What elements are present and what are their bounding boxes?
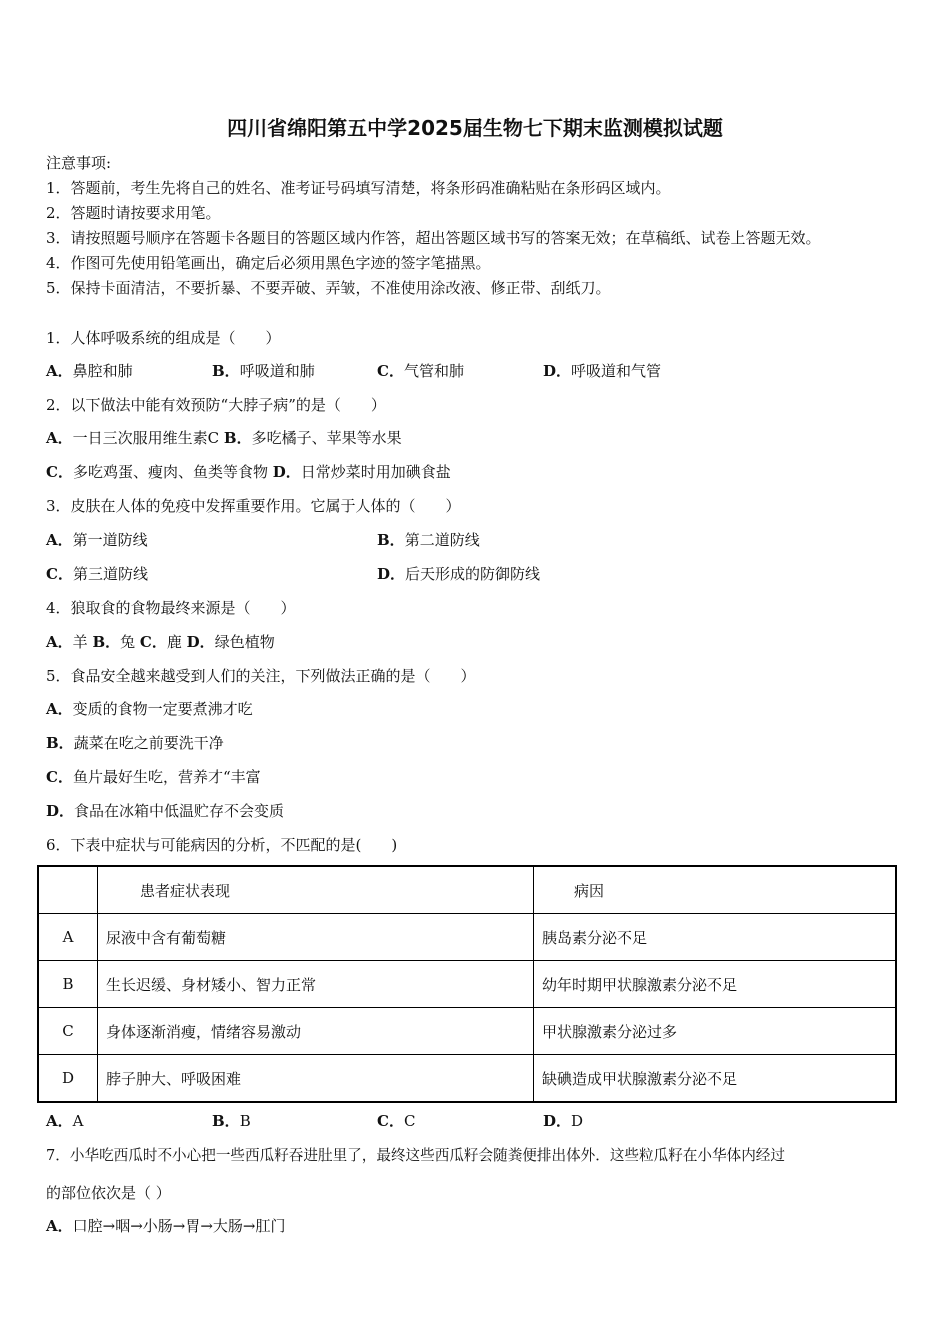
table-cell: 胰岛素分泌不足 xyxy=(534,914,897,961)
option-text: 一日三次服用维生素C xyxy=(72,429,220,447)
table-header-row xyxy=(38,866,896,914)
q6-option-c[interactable] xyxy=(377,1110,415,1131)
option-letter: D． xyxy=(543,362,572,380)
table-cell: D xyxy=(38,1055,98,1103)
q6-option-d[interactable] xyxy=(543,1110,583,1131)
option-letter: C． xyxy=(46,463,73,481)
option-letter: B． xyxy=(46,734,74,752)
question-6-stem: 6．下表中症状与可能病因的分析，不匹配的是( ) xyxy=(46,836,398,854)
table-row xyxy=(38,914,896,961)
q4-options xyxy=(46,631,275,652)
option-text: 多吃橘子、苹果等水果 xyxy=(251,429,402,447)
q1-option-d[interactable] xyxy=(543,360,661,381)
q2-option-b[interactable] xyxy=(224,429,402,447)
q4-option-d[interactable] xyxy=(187,633,275,651)
option-text: 绿色植物 xyxy=(214,633,275,651)
table-cell: 幼年时期甲状腺激素分泌不足 xyxy=(534,961,897,1008)
option-text: 第一道防线 xyxy=(72,531,148,549)
option-letter: B． xyxy=(223,429,252,447)
table-cell: 尿液中含有葡萄糖 xyxy=(98,914,534,961)
option-letter: A． xyxy=(46,700,73,718)
option-letter: B． xyxy=(377,531,405,549)
option-text: A xyxy=(72,1112,84,1130)
table-cell: C xyxy=(38,1008,98,1055)
option-text: 多吃鸡蛋、瘦肉、鱼类等食物 xyxy=(72,463,268,481)
q6-option-a[interactable] xyxy=(46,1110,83,1131)
option-letter: D． xyxy=(186,633,215,651)
option-letter: D． xyxy=(377,565,406,583)
option-letter: A． xyxy=(46,633,73,651)
notice-item: 3．请按照题号顺序在答题卡各题目的答题区域内作答，超出答题区域书写的答案无效；在草稿纸、试卷上答题无效。 xyxy=(46,229,821,247)
question-2-stem: 2．以下做法中能有效预防“大脖子病”的是（ ） xyxy=(46,396,386,414)
question-4-stem: 4．狼取食的食物最终来源是（ ） xyxy=(46,599,296,617)
option-text: 第三道防线 xyxy=(72,565,148,583)
q5-option-b[interactable] xyxy=(46,732,224,753)
option-letter: A． xyxy=(46,531,73,549)
question-7-stem-continued: 的部位依次是（ ） xyxy=(46,1184,171,1202)
notice-item: 1．答题前，考生先将自己的姓名、准考证号码填写清楚，将条形码准确粘贴在条形码区域内。 xyxy=(46,179,671,197)
q7-option-a[interactable] xyxy=(46,1215,285,1236)
option-text: 呼吸道和气管 xyxy=(571,362,662,380)
notice-item: 5．保持卡面清洁，不要折暴、不要弄破、弄皱，不准使用涂改液、修正带、刮纸刀。 xyxy=(46,279,611,297)
q4-option-b[interactable] xyxy=(92,633,135,651)
table-header-cell xyxy=(38,866,98,914)
q2-options-row-2 xyxy=(46,461,451,482)
option-letter: A． xyxy=(46,362,73,380)
option-text: 鹿 xyxy=(166,633,182,651)
option-text: 蔬菜在吃之前要洗干净 xyxy=(73,734,224,752)
option-text: 后天形成的防御防线 xyxy=(405,565,541,583)
option-text: 呼吸道和肺 xyxy=(239,362,315,380)
question-7-stem: 7．小华吃西瓜时不小心把一些西瓜籽吞进肚里了，最终这些西瓜籽会随粪便排出体外．这些粒瓜籽在小华体内经过 xyxy=(46,1147,785,1164)
q3-option-a[interactable] xyxy=(46,529,148,550)
table-row xyxy=(38,1055,896,1103)
notice-heading: 注意事项: xyxy=(46,154,112,172)
option-text: 羊 xyxy=(72,633,88,651)
question-3-stem: 3．皮肤在人体的免疫中发挥重要作用。它属于人体的（ ） xyxy=(46,497,461,515)
table-cell: 脖子肿大、呼吸困难 xyxy=(98,1055,534,1103)
option-text: 第二道防线 xyxy=(404,531,480,549)
option-text: D xyxy=(571,1112,584,1130)
q2-option-d[interactable] xyxy=(273,463,451,481)
q4-option-c[interactable] xyxy=(140,633,182,651)
table-row xyxy=(38,961,896,1008)
symptom-cause-table xyxy=(37,865,897,1103)
option-letter: C． xyxy=(377,362,404,380)
q1-option-a[interactable] xyxy=(46,360,133,381)
q4-option-a[interactable] xyxy=(46,633,88,651)
question-5-stem: 5．食品安全越来越受到人们的关注，下列做法正确的是（ ） xyxy=(46,667,476,685)
table-cell: A xyxy=(38,914,98,961)
option-letter: B． xyxy=(212,1112,240,1130)
table-row xyxy=(38,1008,896,1055)
q2-options-row-1 xyxy=(46,427,402,448)
q3-option-d[interactable] xyxy=(377,563,540,584)
table-cell: 甲状腺激素分泌过多 xyxy=(534,1008,897,1055)
q6-option-b[interactable] xyxy=(212,1110,251,1131)
page-title: 四川省绵阳第五中学2025届生物七下期末监测模拟试题 xyxy=(227,116,723,140)
option-letter: D． xyxy=(46,802,75,820)
q1-option-b[interactable] xyxy=(212,360,315,381)
option-letter: C． xyxy=(46,565,73,583)
option-letter: A． xyxy=(46,1112,73,1130)
q5-option-c[interactable] xyxy=(46,766,261,787)
question-1-stem: 1．人体呼吸系统的组成是（ ） xyxy=(46,329,281,347)
q3-option-c[interactable] xyxy=(46,563,148,584)
notice-item: 4．作图可先使用铅笔画出，确定后必须用黑色字迹的签字笔描黑。 xyxy=(46,254,491,272)
option-text: 口腔→咽→小肠→胃→大肠→肛门 xyxy=(72,1217,286,1235)
option-letter: D． xyxy=(272,463,301,481)
option-text: 气管和肺 xyxy=(403,362,464,380)
option-letter: A． xyxy=(46,1217,73,1235)
table-header-cell: 病因 xyxy=(534,866,897,914)
option-letter: A． xyxy=(46,429,73,447)
table-cell: 生长迟缓、身材矮小、智力正常 xyxy=(98,961,534,1008)
q3-option-b[interactable] xyxy=(377,529,480,550)
option-letter: D． xyxy=(543,1112,572,1130)
table-cell: 缺碘造成甲状腺激素分泌不足 xyxy=(534,1055,897,1103)
option-letter: B． xyxy=(92,633,121,651)
q5-option-a[interactable] xyxy=(46,698,253,719)
notice-item: 2．答题时请按要求用笔。 xyxy=(46,204,221,222)
q2-option-a[interactable] xyxy=(46,429,219,447)
q5-option-d[interactable] xyxy=(46,800,284,821)
option-text: 食品在冰箱中低温贮存不会变质 xyxy=(74,802,285,820)
option-text: B xyxy=(239,1112,251,1130)
option-letter: B． xyxy=(212,362,240,380)
option-text: 日常炒菜时用加碘食盐 xyxy=(300,463,451,481)
option-text: 兔 xyxy=(120,633,136,651)
option-text: 变质的食物一定要煮沸才吃 xyxy=(72,700,253,718)
table-cell: B xyxy=(38,961,98,1008)
q1-option-c[interactable] xyxy=(377,360,464,381)
option-letter: C． xyxy=(139,633,167,651)
option-text: C xyxy=(403,1112,416,1130)
option-text: 鱼片最好生吃，营养才“丰富 xyxy=(72,768,261,786)
q2-option-c[interactable] xyxy=(46,463,268,481)
option-letter: C． xyxy=(377,1112,404,1130)
table-header-cell: 患者症状表现 xyxy=(98,866,534,914)
option-letter: C． xyxy=(46,768,73,786)
table-cell: 身体逐渐消瘦，情绪容易激动 xyxy=(98,1008,534,1055)
option-text: 鼻腔和肺 xyxy=(72,362,133,380)
